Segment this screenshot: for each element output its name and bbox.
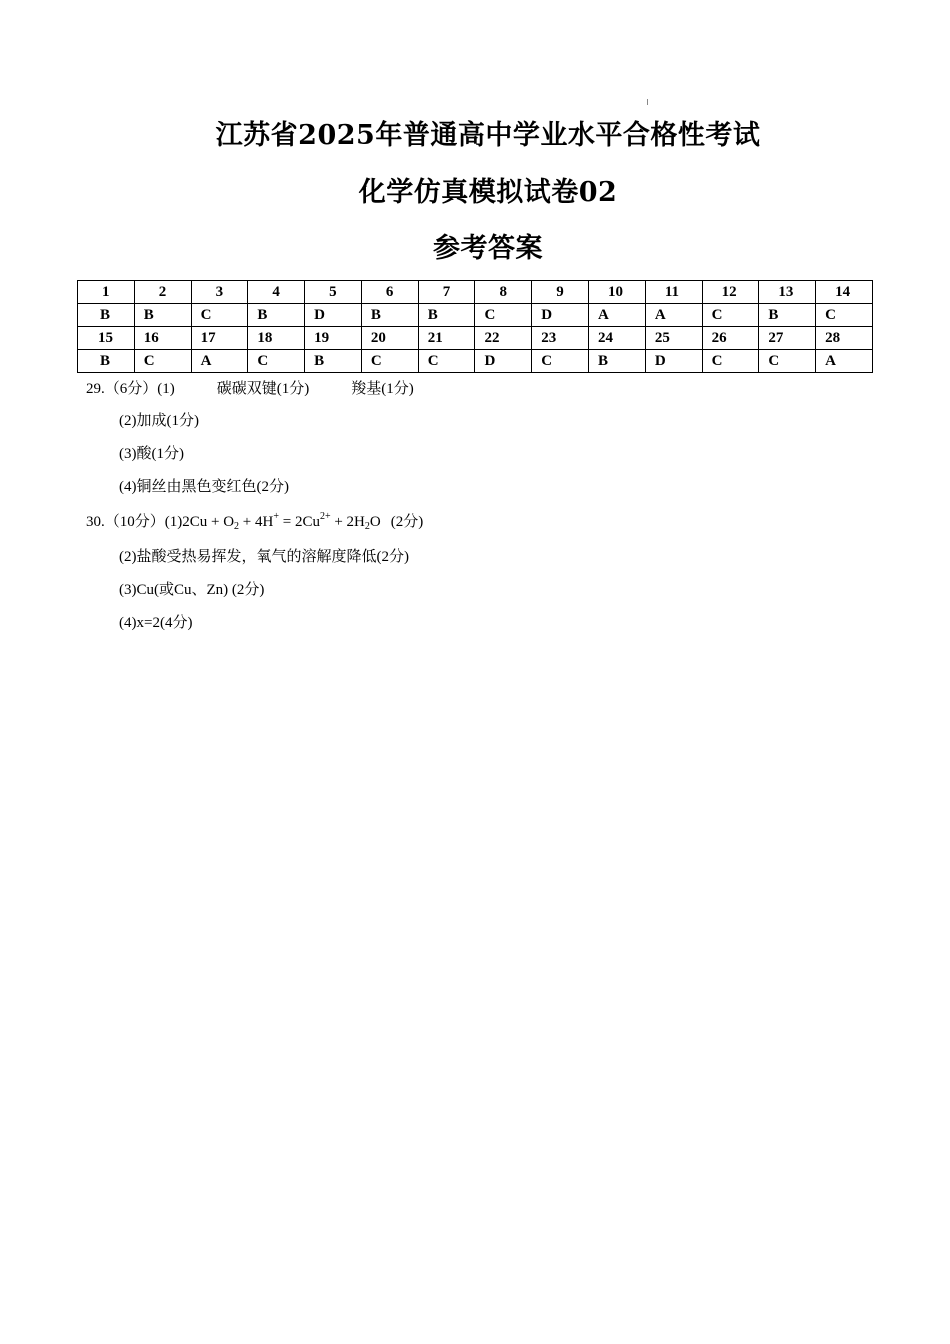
eq-term: = 2Cu: [278, 514, 320, 530]
answer-cell: B: [78, 304, 135, 327]
eq-term: 2Cu + O: [182, 514, 235, 530]
question-number: 15: [78, 327, 135, 350]
exam-subtitle: 化学仿真模拟试卷02: [358, 177, 618, 208]
answer-cell: C: [759, 350, 816, 373]
q30-part1: [86, 512, 423, 532]
chemical-equation: [182, 511, 381, 532]
question-number: 12: [702, 281, 759, 304]
question-number: 22: [475, 327, 532, 350]
question-number: 4: [248, 281, 305, 304]
answer-cell: C: [816, 304, 873, 327]
question-number: 20: [361, 327, 418, 350]
page-mark: [647, 99, 648, 105]
eq-term: + 4H: [239, 514, 274, 530]
eq-charge: 2+: [319, 511, 331, 522]
q29-part1: [86, 379, 414, 399]
q30-part2: (2)盐酸受热易挥发，氧气的溶解度降低(2分): [119, 549, 409, 565]
question-number: 24: [589, 327, 646, 350]
answer-cell: A: [191, 350, 248, 373]
question-number: 2: [134, 281, 191, 304]
eq-subscript: 2: [364, 521, 370, 532]
question-number: 11: [645, 281, 702, 304]
eq-term: O: [369, 514, 381, 530]
answer-key-heading: 参考答案: [433, 233, 543, 264]
answer-cell: D: [532, 304, 589, 327]
answer-cell: B: [589, 350, 646, 373]
answer-cell: B: [248, 304, 305, 327]
question-number: 16: [134, 327, 191, 350]
table-row: [78, 327, 873, 350]
q30-score: (2分): [390, 514, 424, 530]
eq-term: + 2H: [330, 514, 365, 530]
eq-subscript: 2: [234, 521, 240, 532]
eq-charge: +: [273, 511, 279, 522]
q29-part2: (2)加成(1分): [119, 413, 199, 429]
answer-cell: A: [589, 304, 646, 327]
table-row: [78, 304, 873, 327]
question-number: 26: [702, 327, 759, 350]
question-number: 25: [645, 327, 702, 350]
answer-cell: D: [305, 304, 362, 327]
answer-cell: C: [475, 304, 532, 327]
answer-cell: A: [645, 304, 702, 327]
question-number: 13: [759, 281, 816, 304]
q29-answer-1a: 碳碳双键(1分): [216, 381, 310, 397]
answer-cell: C: [702, 304, 759, 327]
answer-cell: B: [418, 304, 475, 327]
question-number: 14: [816, 281, 873, 304]
answer-cell: B: [305, 350, 362, 373]
q30-part3: (3)Cu(或Cu、Zn) (2分): [119, 582, 265, 598]
answer-cell: C: [248, 350, 305, 373]
question-number: 6: [361, 281, 418, 304]
answer-cell: C: [532, 350, 589, 373]
table-row: [78, 350, 873, 373]
q29-part4: (4)铜丝由黑色变红色(2分): [119, 479, 289, 495]
answer-cell: A: [816, 350, 873, 373]
question-number: 23: [532, 327, 589, 350]
question-number: 9: [532, 281, 589, 304]
q29-answer-1b: 羧基(1分): [351, 381, 414, 397]
question-number: 8: [475, 281, 532, 304]
answer-cell: C: [191, 304, 248, 327]
question-number: 19: [305, 327, 362, 350]
answer-cell: D: [475, 350, 532, 373]
q29-part3: (3)酸(1分): [119, 446, 184, 462]
answer-cell: C: [418, 350, 475, 373]
question-number: 18: [248, 327, 305, 350]
q30-part4: (4)x=2(4分): [119, 615, 193, 631]
answer-cell: B: [78, 350, 135, 373]
q30-prefix: 30.（10分）(1): [86, 514, 183, 530]
question-number: 21: [418, 327, 475, 350]
question-number: 10: [589, 281, 646, 304]
answer-cell: B: [361, 304, 418, 327]
answer-cell: B: [134, 304, 191, 327]
table-row: [78, 281, 873, 304]
question-number: 3: [191, 281, 248, 304]
question-number: 1: [78, 281, 135, 304]
exam-title: 江苏省2025年普通高中学业水平合格性考试: [215, 120, 761, 151]
question-number: 5: [305, 281, 362, 304]
answer-cell: C: [702, 350, 759, 373]
q29-prefix: 29.（6分）(1): [86, 381, 175, 397]
answer-cell: B: [759, 304, 816, 327]
question-number: 28: [816, 327, 873, 350]
question-number: 17: [191, 327, 248, 350]
question-number: 27: [759, 327, 816, 350]
answer-cell: D: [645, 350, 702, 373]
question-number: 7: [418, 281, 475, 304]
answer-cell: C: [134, 350, 191, 373]
answer-cell: C: [361, 350, 418, 373]
answer-table: [77, 280, 873, 373]
